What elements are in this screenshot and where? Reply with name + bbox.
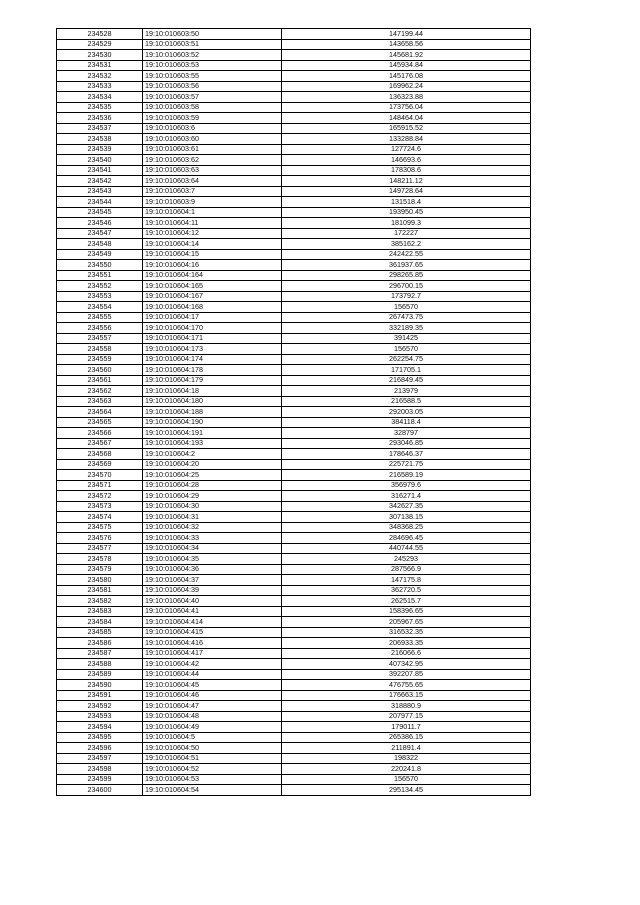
cadastral-number-cell: 19:10:010604:54: [143, 785, 282, 796]
cadastral-number-cell: 19:10:010604:190: [143, 417, 282, 428]
table-row: [57, 722, 531, 733]
row-number-cell: 234534: [57, 92, 143, 103]
cadastral-number-cell: 19:10:010603:9: [143, 197, 282, 208]
cadastral-value-cell: 225721.75: [282, 459, 531, 470]
cadastral-number-cell: 19:10:010604:25: [143, 470, 282, 481]
table-row: [57, 764, 531, 775]
table-row: [57, 228, 531, 239]
cadastral-number-cell: 19:10:010604:188: [143, 407, 282, 418]
row-number-cell: 234590: [57, 680, 143, 691]
table-row: [57, 711, 531, 722]
cadastral-value-cell: 216849.45: [282, 375, 531, 386]
table-row: [57, 155, 531, 166]
cadastral-value-cell: 384118.4: [282, 417, 531, 428]
cadastral-value-cell: 169962.24: [282, 81, 531, 92]
table-row: [57, 50, 531, 61]
table-row: [57, 743, 531, 754]
cadastral-value-cell: 295134.45: [282, 785, 531, 796]
row-number-cell: 234533: [57, 81, 143, 92]
cadastral-number-cell: 19:10:010604:174: [143, 354, 282, 365]
table-row: [57, 102, 531, 113]
cadastral-value-cell: 156570: [282, 774, 531, 785]
row-number-cell: 234576: [57, 533, 143, 544]
row-number-cell: 234540: [57, 155, 143, 166]
cadastral-value-cell: 143658.56: [282, 39, 531, 50]
row-number-cell: 234594: [57, 722, 143, 733]
row-number-cell: 234528: [57, 29, 143, 40]
cadastral-number-cell: 19:10:010604:17: [143, 312, 282, 323]
cadastral-number-cell: 19:10:010604:31: [143, 512, 282, 523]
cadastral-value-cell: 158396.65: [282, 606, 531, 617]
cadastral-value-cell: 193950.45: [282, 207, 531, 218]
cadastral-number-cell: 19:10:010604:1: [143, 207, 282, 218]
row-number-cell: 234549: [57, 249, 143, 260]
cadastral-number-cell: 19:10:010604:48: [143, 711, 282, 722]
table-row: [57, 218, 531, 229]
cadastral-number-cell: 19:10:010604:15: [143, 249, 282, 260]
row-number-cell: 234592: [57, 701, 143, 712]
cadastral-number-cell: 19:10:010603:52: [143, 50, 282, 61]
row-number-cell: 234595: [57, 732, 143, 743]
cadastral-number-cell: 19:10:010604:32: [143, 522, 282, 533]
cadastral-number-cell: 19:10:010604:11: [143, 218, 282, 229]
row-number-cell: 234596: [57, 743, 143, 754]
table-row: [57, 60, 531, 71]
table-row: [57, 585, 531, 596]
cadastral-value-cell: 147199.44: [282, 29, 531, 40]
cadastral-value-cell: 179011.7: [282, 722, 531, 733]
cadastral-number-cell: 19:10:010604:52: [143, 764, 282, 775]
cadastral-number-cell: 19:10:010604:165: [143, 281, 282, 292]
cadastral-number-cell: 19:10:010604:30: [143, 501, 282, 512]
row-number-cell: 234560: [57, 365, 143, 376]
row-number-cell: 234599: [57, 774, 143, 785]
table-row: [57, 323, 531, 334]
row-number-cell: 234586: [57, 638, 143, 649]
table-row: [57, 627, 531, 638]
row-number-cell: 234550: [57, 260, 143, 271]
table-row: [57, 785, 531, 796]
table-row: [57, 123, 531, 134]
cadastral-value-cell: 328797: [282, 428, 531, 439]
table-row: [57, 522, 531, 533]
cadastral-value-cell: 407342.95: [282, 659, 531, 670]
cadastral-number-cell: 19:10:010604:50: [143, 743, 282, 754]
table-row: [57, 491, 531, 502]
table-row: [57, 312, 531, 323]
cadastral-value-cell: 211891.4: [282, 743, 531, 754]
row-number-cell: 234561: [57, 375, 143, 386]
cadastral-number-cell: 19:10:010603:58: [143, 102, 282, 113]
row-number-cell: 234557: [57, 333, 143, 344]
cadastral-number-cell: 19:10:010604:168: [143, 302, 282, 313]
cadastral-value-cell: 156570: [282, 302, 531, 313]
cadastral-value-cell: 131518.4: [282, 197, 531, 208]
cadastral-number-cell: 19:10:010604:179: [143, 375, 282, 386]
row-number-cell: 234562: [57, 386, 143, 397]
cadastral-number-cell: 19:10:010604:415: [143, 627, 282, 638]
cadastral-number-cell: 19:10:010604:416: [143, 638, 282, 649]
table-row: [57, 554, 531, 565]
row-number-cell: 234597: [57, 753, 143, 764]
cadastral-number-cell: 19:10:010604:37: [143, 575, 282, 586]
table-row: [57, 144, 531, 155]
cadastral-value-cell: 262254.75: [282, 354, 531, 365]
table-row: [57, 659, 531, 670]
row-number-cell: 234547: [57, 228, 143, 239]
cadastral-value-cell: 213979: [282, 386, 531, 397]
table-row: [57, 207, 531, 218]
table-row: [57, 302, 531, 313]
cadastral-value-cell: 476755.65: [282, 680, 531, 691]
cadastral-value-cell: 207977.15: [282, 711, 531, 722]
cadastral-number-cell: 19:10:010604:2: [143, 449, 282, 460]
cadastral-number-cell: 19:10:010604:170: [143, 323, 282, 334]
row-number-cell: 234566: [57, 428, 143, 439]
table-row: [57, 648, 531, 659]
cadastral-value-cell: 362720.5: [282, 585, 531, 596]
cadastral-number-cell: 19:10:010603:51: [143, 39, 282, 50]
row-number-cell: 234567: [57, 438, 143, 449]
table-row: [57, 533, 531, 544]
cadastral-number-cell: 19:10:010604:39: [143, 585, 282, 596]
cadastral-value-cell: 173792.7: [282, 291, 531, 302]
cadastral-value-cell: 181099.3: [282, 218, 531, 229]
cadastral-value-cell: 206933.35: [282, 638, 531, 649]
cadastral-value-cell: 176663.15: [282, 690, 531, 701]
cadastral-value-cell: 145934.84: [282, 60, 531, 71]
table-row: [57, 386, 531, 397]
row-number-cell: 234583: [57, 606, 143, 617]
cadastral-number-cell: 19:10:010604:41: [143, 606, 282, 617]
cadastral-number-cell: 19:10:010604:417: [143, 648, 282, 659]
table-row: [57, 438, 531, 449]
cadastral-number-cell: 19:10:010603:50: [143, 29, 282, 40]
cadastral-number-cell: 19:10:010603:56: [143, 81, 282, 92]
table-row: [57, 249, 531, 260]
row-number-cell: 234546: [57, 218, 143, 229]
row-number-cell: 234589: [57, 669, 143, 680]
row-number-cell: 234581: [57, 585, 143, 596]
table-body: [57, 29, 531, 796]
row-number-cell: 234554: [57, 302, 143, 313]
cadastral-value-cell: 156570: [282, 344, 531, 355]
cadastral-number-cell: 19:10:010604:193: [143, 438, 282, 449]
cadastral-value-cell: 216066.6: [282, 648, 531, 659]
cadastral-value-cell: 440744.55: [282, 543, 531, 554]
row-number-cell: 234573: [57, 501, 143, 512]
cadastral-number-cell: 19:10:010604:45: [143, 680, 282, 691]
row-number-cell: 234531: [57, 60, 143, 71]
row-number-cell: 234563: [57, 396, 143, 407]
cadastral-value-cell: 133288.84: [282, 134, 531, 145]
cadastral-value-cell: 147175.8: [282, 575, 531, 586]
table-row: [57, 543, 531, 554]
cadastral-number-cell: 19:10:010604:18: [143, 386, 282, 397]
cadastral-value-cell: 392207.85: [282, 669, 531, 680]
cadastral-value-cell: 172227: [282, 228, 531, 239]
row-number-cell: 234574: [57, 512, 143, 523]
cadastral-value-cell: 198322: [282, 753, 531, 764]
row-number-cell: 234558: [57, 344, 143, 355]
table-row: [57, 29, 531, 40]
cadastral-number-cell: 19:10:010604:180: [143, 396, 282, 407]
table-row: [57, 774, 531, 785]
table-row: [57, 281, 531, 292]
row-number-cell: 234587: [57, 648, 143, 659]
row-number-cell: 234545: [57, 207, 143, 218]
cadastral-value-cell: 178646.37: [282, 449, 531, 460]
cadastral-value-cell: 178308.6: [282, 165, 531, 176]
cadastral-value-cell: 296700.15: [282, 281, 531, 292]
cadastral-number-cell: 19:10:010604:33: [143, 533, 282, 544]
cadastral-value-cell: 318880.9: [282, 701, 531, 712]
row-number-cell: 234541: [57, 165, 143, 176]
cadastral-number-cell: 19:10:010603:57: [143, 92, 282, 103]
cadastral-number-cell: 19:10:010603:63: [143, 165, 282, 176]
cadastral-value-cell: 292003.05: [282, 407, 531, 418]
table-row: [57, 564, 531, 575]
cadastral-value-cell: 293046.85: [282, 438, 531, 449]
row-number-cell: 234591: [57, 690, 143, 701]
table-row: [57, 165, 531, 176]
table-row: [57, 134, 531, 145]
table-row: [57, 449, 531, 460]
cadastral-number-cell: 19:10:010603:62: [143, 155, 282, 166]
row-number-cell: 234538: [57, 134, 143, 145]
table-row: [57, 365, 531, 376]
row-number-cell: 234565: [57, 417, 143, 428]
cadastral-number-cell: 19:10:010604:5: [143, 732, 282, 743]
cadastral-value-cell: 145176.08: [282, 71, 531, 82]
table-row: [57, 417, 531, 428]
row-number-cell: 234564: [57, 407, 143, 418]
table-row: [57, 680, 531, 691]
cadastral-value-cell: 391425: [282, 333, 531, 344]
table-row: [57, 480, 531, 491]
cadastral-number-cell: 19:10:010604:29: [143, 491, 282, 502]
row-number-cell: 234553: [57, 291, 143, 302]
row-number-cell: 234577: [57, 543, 143, 554]
cadastral-value-cell: 148464.04: [282, 113, 531, 124]
table-row: [57, 291, 531, 302]
cadastral-value-cell: 316271.4: [282, 491, 531, 502]
table-row: [57, 71, 531, 82]
row-number-cell: 234580: [57, 575, 143, 586]
table-row: [57, 354, 531, 365]
table-row: [57, 428, 531, 439]
cadastral-value-cell: 145681.92: [282, 50, 531, 61]
cadastral-number-cell: 19:10:010604:49: [143, 722, 282, 733]
cadastral-number-cell: 19:10:010603:64: [143, 176, 282, 187]
table-row: [57, 260, 531, 271]
row-number-cell: 234552: [57, 281, 143, 292]
table-row: [57, 92, 531, 103]
table-row: [57, 396, 531, 407]
row-number-cell: 234542: [57, 176, 143, 187]
cadastral-value-cell: 205967.65: [282, 617, 531, 628]
row-number-cell: 234556: [57, 323, 143, 334]
table-row: [57, 732, 531, 743]
table-row: [57, 512, 531, 523]
cadastral-value-cell: 267473.75: [282, 312, 531, 323]
row-number-cell: 234585: [57, 627, 143, 638]
cadastral-number-cell: 19:10:010604:12: [143, 228, 282, 239]
cadastral-number-cell: 19:10:010603:55: [143, 71, 282, 82]
table-row: [57, 575, 531, 586]
table-row: [57, 459, 531, 470]
row-number-cell: 234588: [57, 659, 143, 670]
table-row: [57, 617, 531, 628]
table-row: [57, 638, 531, 649]
cadastral-number-cell: 19:10:010604:20: [143, 459, 282, 470]
cadastral-number-cell: 19:10:010604:16: [143, 260, 282, 271]
row-number-cell: 234568: [57, 449, 143, 460]
cadastral-value-cell: 149728.64: [282, 186, 531, 197]
cadastral-number-cell: 19:10:010604:34: [143, 543, 282, 554]
row-number-cell: 234582: [57, 596, 143, 607]
cadastral-number-cell: 19:10:010604:164: [143, 270, 282, 281]
row-number-cell: 234584: [57, 617, 143, 628]
cadastral-value-cell: 171705.1: [282, 365, 531, 376]
cadastral-number-cell: 19:10:010604:53: [143, 774, 282, 785]
cadastral-value-cell: 265386.15: [282, 732, 531, 743]
cadastral-number-cell: 19:10:010604:35: [143, 554, 282, 565]
cadastral-number-cell: 19:10:010604:414: [143, 617, 282, 628]
cadastral-value-cell: 332189.35: [282, 323, 531, 334]
row-number-cell: 234555: [57, 312, 143, 323]
cadastral-value-cell: 216588.5: [282, 396, 531, 407]
cadastral-value-cell: 173756.04: [282, 102, 531, 113]
table-row: [57, 81, 531, 92]
cadastral-value-cell: 220241.8: [282, 764, 531, 775]
row-number-cell: 234530: [57, 50, 143, 61]
cadastral-number-cell: 19:10:010604:191: [143, 428, 282, 439]
cadastral-value-cell: 298265.85: [282, 270, 531, 281]
cadastral-number-cell: 19:10:010604:28: [143, 480, 282, 491]
row-number-cell: 234559: [57, 354, 143, 365]
cadastral-number-cell: 19:10:010604:171: [143, 333, 282, 344]
table-row: [57, 375, 531, 386]
row-number-cell: 234575: [57, 522, 143, 533]
cadastral-value-cell: 385162.2: [282, 239, 531, 250]
row-number-cell: 234598: [57, 764, 143, 775]
row-number-cell: 234535: [57, 102, 143, 113]
row-number-cell: 234578: [57, 554, 143, 565]
cadastral-number-cell: 19:10:010604:51: [143, 753, 282, 764]
table-row: [57, 753, 531, 764]
cadastral-number-cell: 19:10:010604:36: [143, 564, 282, 575]
table-row: [57, 470, 531, 481]
row-number-cell: 234570: [57, 470, 143, 481]
row-number-cell: 234571: [57, 480, 143, 491]
row-number-cell: 234544: [57, 197, 143, 208]
cadastral-value-cell: 245293: [282, 554, 531, 565]
row-number-cell: 234536: [57, 113, 143, 124]
cadastral-value-cell: 307138.15: [282, 512, 531, 523]
cadastral-value-cell: 342627.35: [282, 501, 531, 512]
cadastral-value-cell: 165915.52: [282, 123, 531, 134]
row-number-cell: 234600: [57, 785, 143, 796]
row-number-cell: 234593: [57, 711, 143, 722]
cadastral-number-cell: 19:10:010603:7: [143, 186, 282, 197]
cadastral-value-cell: 361937.65: [282, 260, 531, 271]
cadastral-value-table: [56, 28, 531, 796]
cadastral-value-cell: 262515.7: [282, 596, 531, 607]
table-row: [57, 596, 531, 607]
table-row: [57, 186, 531, 197]
cadastral-value-cell: 287566.9: [282, 564, 531, 575]
row-number-cell: 234579: [57, 564, 143, 575]
cadastral-number-cell: 19:10:010603:59: [143, 113, 282, 124]
cadastral-value-cell: 216589.19: [282, 470, 531, 481]
row-number-cell: 234532: [57, 71, 143, 82]
table-row: [57, 701, 531, 712]
cadastral-number-cell: 19:10:010603:61: [143, 144, 282, 155]
table-row: [57, 606, 531, 617]
table-row: [57, 39, 531, 50]
cadastral-number-cell: 19:10:010604:40: [143, 596, 282, 607]
row-number-cell: 234569: [57, 459, 143, 470]
cadastral-value-cell: 146693.6: [282, 155, 531, 166]
cadastral-value-cell: 242422.55: [282, 249, 531, 260]
cadastral-number-cell: 19:10:010603:6: [143, 123, 282, 134]
row-number-cell: 234572: [57, 491, 143, 502]
row-number-cell: 234548: [57, 239, 143, 250]
cadastral-number-cell: 19:10:010604:44: [143, 669, 282, 680]
cadastral-number-cell: 19:10:010603:60: [143, 134, 282, 145]
cadastral-number-cell: 19:10:010604:167: [143, 291, 282, 302]
table-row: [57, 270, 531, 281]
cadastral-value-cell: 148211.12: [282, 176, 531, 187]
cadastral-value-cell: 356979.6: [282, 480, 531, 491]
table-row: [57, 197, 531, 208]
table-row: [57, 344, 531, 355]
cadastral-number-cell: 19:10:010604:47: [143, 701, 282, 712]
row-number-cell: 234543: [57, 186, 143, 197]
table-row: [57, 690, 531, 701]
table-row: [57, 407, 531, 418]
cadastral-value-cell: 284696.45: [282, 533, 531, 544]
row-number-cell: 234539: [57, 144, 143, 155]
row-number-cell: 234551: [57, 270, 143, 281]
cadastral-value-cell: 348368.25: [282, 522, 531, 533]
cadastral-value-cell: 136323.88: [282, 92, 531, 103]
table-row: [57, 113, 531, 124]
cadastral-number-cell: 19:10:010604:46: [143, 690, 282, 701]
table-row: [57, 501, 531, 512]
row-number-cell: 234537: [57, 123, 143, 134]
cadastral-number-cell: 19:10:010604:173: [143, 344, 282, 355]
cadastral-number-cell: 19:10:010604:42: [143, 659, 282, 670]
row-number-cell: 234529: [57, 39, 143, 50]
cadastral-number-cell: 19:10:010603:53: [143, 60, 282, 71]
cadastral-value-cell: 316532.35: [282, 627, 531, 638]
cadastral-value-cell: 127724.6: [282, 144, 531, 155]
cadastral-number-cell: 19:10:010604:14: [143, 239, 282, 250]
cadastral-number-cell: 19:10:010604:178: [143, 365, 282, 376]
table-row: [57, 239, 531, 250]
table-row: [57, 333, 531, 344]
table-row: [57, 669, 531, 680]
table-row: [57, 176, 531, 187]
